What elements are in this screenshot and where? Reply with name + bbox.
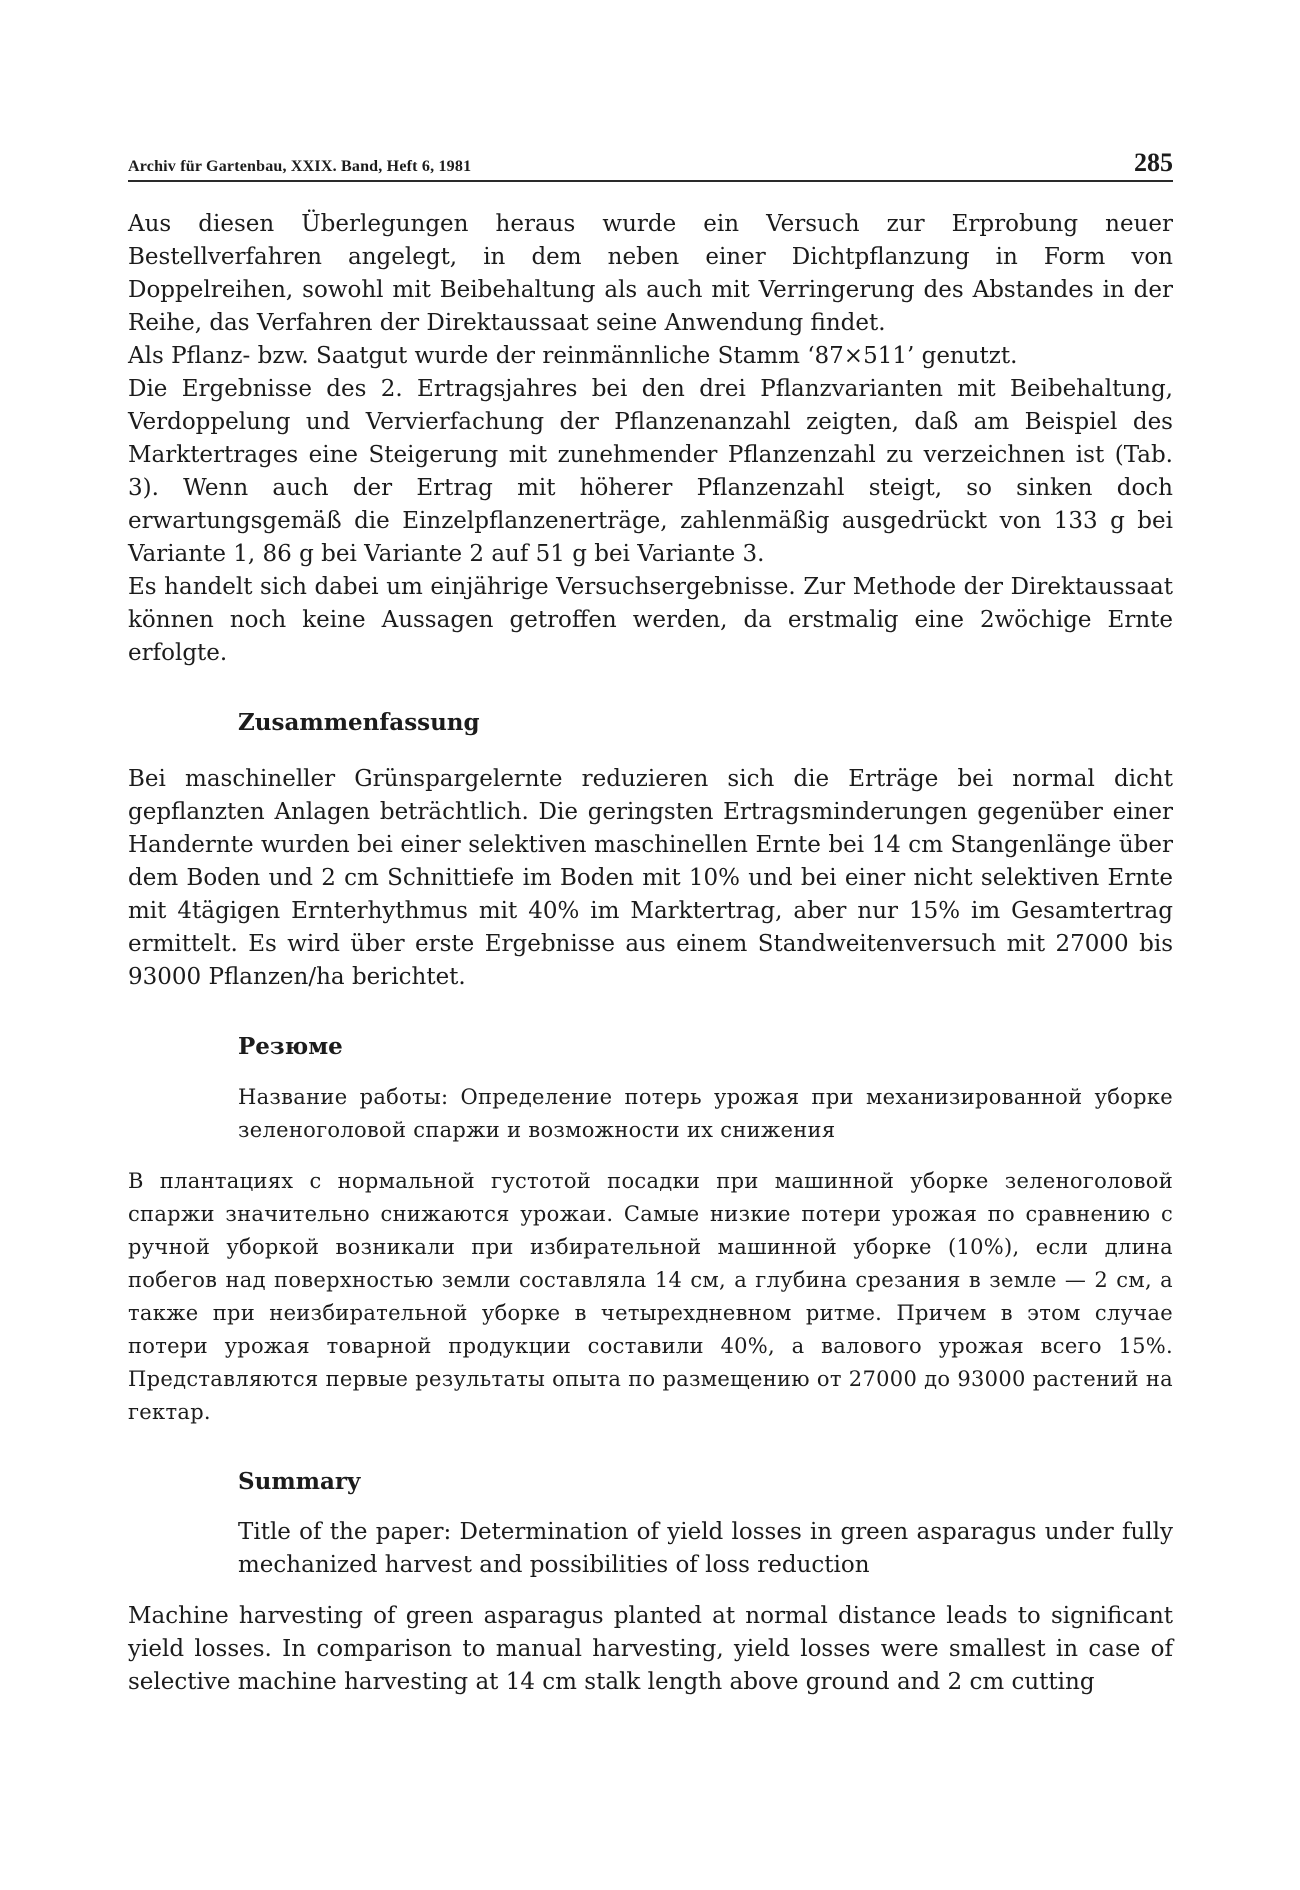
intro-paragraph-2: Als Pflanz- bzw. Saatgut wurde der reinmännliche Stamm ‘87×511’ genutzt. [128,343,1018,369]
intro-paragraph-3: Die Ergebnisse des 2. Ertragsjahres bei den drei Pflanzvarianten mit Beibehaltung, Verdoppelung und Vervierfachung der Pflanzenanzahl zeigten, daß am Beispiel des Marktertrages eine Steigerung mit zunehmender Pflanzenzahl zu verzeichnen ist (Tab. 3). Wenn auch der Ertrag mit höherer Pflanzenzahl steigt, so sinken doch erwartungsgemäß die Einzelpflanzenerträge, zahlenmäßig ausgedrückt von 133 g bei Variante 1, 86 g bei Variante 2 auf 51 g bei Variante 3. [128,376,1173,567]
intro-paragraph-4: Es handelt sich dabei um einjährige Versuchsergebnisse. Zur Methode der Direktaussaat können noch keine Aussagen getroffen werden, da erstmalig eine 2wöchige Ernte erfolgte. [128,574,1173,666]
summary-title: Title of the paper: Determination of yield losses in green asparagus under fully mechanized harvest and possibilities of loss reduction [238,1519,1173,1578]
page [128,150,1173,1699]
page-number: 285 [1134,148,1173,177]
summary-text: Machine harvesting of green asparagus planted at normal distance leads to significant yield losses. In comparison to manual harvesting, yield losses were smallest in case of selective machine harvesting at 14 cm stalk length above ground and 2 cm cutting [128,1603,1173,1695]
journal-citation: Archiv für Gartenbau, XXIX. Band, Heft 6, 1981 [128,158,472,175]
intro-paragraph-1: Aus diesen Überlegungen heraus wurde ein Versuch zur Erprobung neuer Bestellverfahren angelegt, in dem neben einer Dichtpflanzung in Form von Doppelreihen, sowohl mit Beibehaltung als auch mit Verringerung des Abstandes in der Reihe, das Verfahren der Direktaussaat seine Anwendung findet. [128,211,1173,336]
zusammenfassung-heading: Zusammenfassung [238,709,480,736]
summary-heading: Summary [238,1468,361,1495]
zusammenfassung-text: Bei maschineller Grünspargelernte reduzieren sich die Erträge bei normal dicht gepflanzten Anlagen beträchtlich. Die geringsten Ertragsminderungen gegenüber einer Handernte wurden bei einer selektiven maschinellen Ernte bei 14 cm Stangenlänge über dem Boden und 2 cm Schnittiefe im Boden mit 10% und bei einer nicht selektiven Ernte mit 4tägigen Ernterhythmus mit 40% im Marktertrag, aber nur 15% im Gesamtertrag ermittelt. Es wird über erste Ergebnisse aus einem Standweitenversuch mit 27000 bis 93000 Pflanzen/ha berichtet. [128,766,1173,990]
resume-title: Название работы: Определение потерь урожая при механизированной уборке зеленоголовой спаржи и возможности их снижения [238,1085,1173,1142]
resume-text: В плантациях с нормальной густотой посадки при машинной уборке зеленоголовой спаржи значительно снижаются урожаи. Самые низкие потери урожая по сравнению с ручной уборкой возникали при избирательной машинной уборке (10%), если длина побегов над поверхностью земли составляла 14 см, а глубина срезания в земле — 2 см, а также при неизбирательной уборке в четырехдневном ритме. Причем в этом случае потери урожая товарной продукции составили 40%, а валового урожая всего 15%. Представляются первые результаты опыта по размещению от 27000 до 93000 растений на гектар. [128,1169,1173,1424]
running-head [128,150,1173,182]
resume-heading: Резюме [238,1033,343,1060]
